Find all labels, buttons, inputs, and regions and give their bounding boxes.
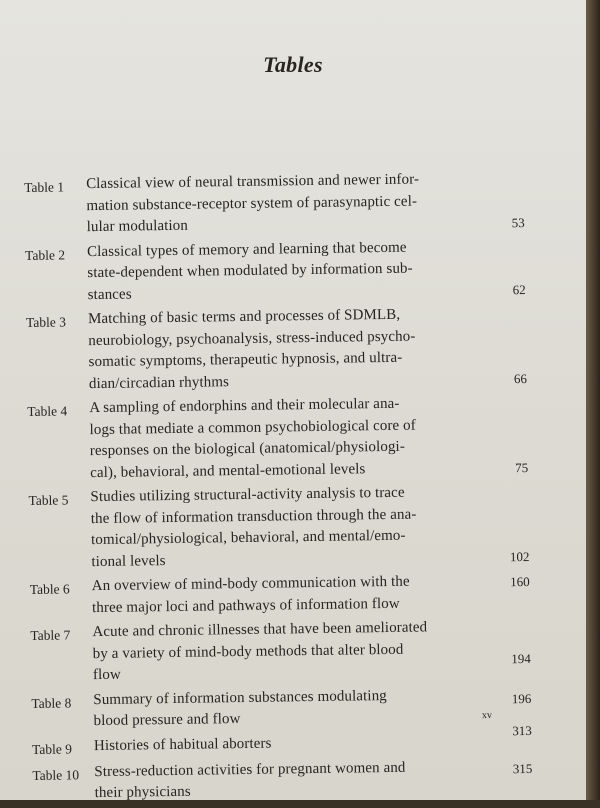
list-item xyxy=(26,303,527,396)
table-number: Table 9 xyxy=(31,740,73,757)
list-item xyxy=(24,168,525,239)
page-number: 102 xyxy=(509,548,530,565)
table-caption: Histories of habitual aborters xyxy=(93,735,272,754)
list-item xyxy=(25,236,526,307)
table-number: Table 4 xyxy=(27,403,68,419)
table-caption: Studies utilizing structural-activity analysis to trace the flow of information transduction through the ana- tomical/physiological, behavioral, and mental/emo- tional levels xyxy=(90,484,417,570)
table-number: Table 8 xyxy=(31,694,72,711)
page-number: 196 xyxy=(511,690,532,706)
table-number: Table 7 xyxy=(30,627,71,643)
page-number: 62 xyxy=(512,282,526,298)
table-number: Table 3 xyxy=(25,314,67,330)
page-number: 53 xyxy=(511,214,525,230)
table-list xyxy=(24,168,533,808)
table-caption: Summary of information substances modulating blood pressure and flow xyxy=(93,687,387,730)
page-number: 75 xyxy=(515,459,529,476)
list-item xyxy=(30,570,531,620)
page-number: 315 xyxy=(512,760,533,776)
table-caption: An overview of mind-body communication with the three major loci and pathways of information flow xyxy=(91,573,410,616)
list-item xyxy=(31,683,532,733)
list-item xyxy=(32,755,533,805)
table-caption: A sampling of endorphins and their molecular ana- logs that mediate a common psychobiological core of responses on the biological (anatomical/physiologi- cal), behavioral, and mental-emotional levels xyxy=(89,395,416,481)
table-caption: Classical view of neural transmission and newer infor- mation substance-receptor system of parasynaptic cel- lular modulation xyxy=(86,171,420,236)
table-number: Table 5 xyxy=(28,492,69,508)
list-item xyxy=(30,616,531,687)
list-item xyxy=(31,722,532,759)
folio-number: xv xyxy=(481,709,493,722)
page-number: 66 xyxy=(513,370,527,387)
table-number: Table 6 xyxy=(29,581,70,597)
table-caption: Matching of basic terms and processes of SDMLB, neurobiology, psychoanalysis, stress-induced psycho- somatic symptoms, therapeutic hypnosis, and ultra- dian/circadian rhythms xyxy=(87,306,416,392)
table-caption: Stress-reduction activities for pregnant women and their physicians xyxy=(94,759,406,802)
list-item xyxy=(28,481,529,574)
page-title: Tables xyxy=(263,52,323,77)
table-number: Table 10 xyxy=(32,766,80,783)
list-item xyxy=(27,392,528,485)
page-number: 194 xyxy=(511,650,531,666)
table-number: Table 2 xyxy=(25,246,66,263)
table-number: Table 1 xyxy=(24,179,65,195)
table-caption: Acute and chronic illnesses that have been ameliorated by a variety of mind-body methods that alter blood flow xyxy=(92,619,428,684)
page-number: 160 xyxy=(510,573,530,590)
page-number: 313 xyxy=(512,722,532,738)
table-caption: Classical types of memory and learning that become state-dependent when modulated by information sub- stances xyxy=(86,239,413,303)
